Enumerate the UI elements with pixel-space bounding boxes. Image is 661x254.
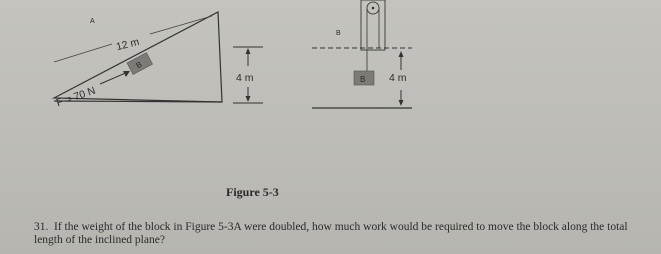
panel-a-label: A: [90, 18, 95, 25]
height-a-arrowhead-down: [246, 96, 251, 102]
panel-b: [312, 0, 412, 108]
question-text: If the weight of the block in Figure 5-3A were doubled, how much work would be required to move the block along the total length of the inclined plane?: [34, 221, 628, 246]
panel-b-label: B: [336, 30, 341, 37]
height-b-arrowhead-up: [399, 51, 404, 57]
height-b-arrowhead-down: [399, 100, 404, 106]
height-a-label: 4 m: [236, 72, 254, 84]
length-dimension-line-left: [54, 44, 112, 62]
force-label: F = 70 N: [54, 84, 98, 110]
question-31: [34, 221, 634, 247]
figure-caption: Figure 5-3: [226, 185, 279, 199]
panel-a: [54, 12, 263, 109]
height-a-arrowhead-up: [246, 48, 251, 54]
block-a-label: B: [134, 59, 144, 71]
pulley-axle: [372, 7, 375, 10]
question-number: 31.: [34, 221, 49, 233]
block-b-label: B: [360, 75, 366, 84]
length-label: 12 m: [114, 35, 141, 54]
height-b-label: 4 m: [389, 72, 407, 84]
force-arrow: [100, 72, 128, 84]
